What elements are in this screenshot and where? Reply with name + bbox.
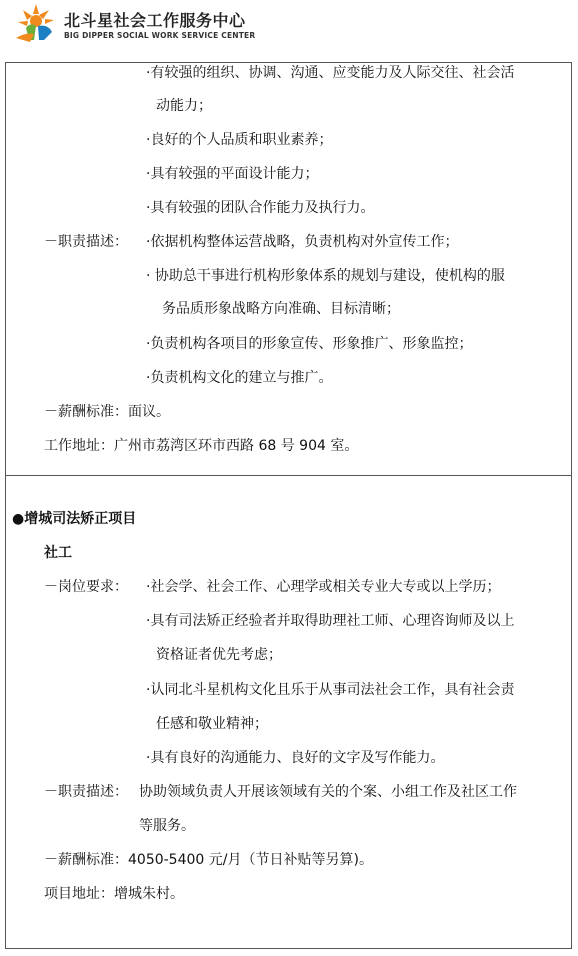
address-text: 项目地址：增城朱村。 — [44, 886, 184, 902]
project-title: ●增城司法矫正项目 — [12, 511, 137, 527]
requirement-item: ·具有良好的沟通能力、良好的文字及写作能力。 — [146, 750, 445, 766]
sun-figure-logo-icon — [14, 2, 62, 44]
duty-item: ·负责机构文化的建立与推广。 — [146, 370, 333, 386]
duty-item-cont: 务品质形象战略方向准确、目标清晰； — [162, 301, 400, 317]
requirement-item: ·社会学、社会工作、心理学或相关专业大专或以上学历； — [146, 579, 501, 595]
salary-text: －薪酬标准：面议。 — [44, 404, 170, 420]
requirement-item: ·良好的个人品质和职业素养； — [146, 132, 333, 148]
requirement-item: ·有较强的组织、协调、沟通、应变能力及人际交往、社会活 — [146, 65, 515, 81]
duty-item-cont: 等服务。 — [139, 818, 195, 834]
duties-label: －职责描述： — [44, 234, 128, 250]
requirement-item: ·认同北斗星机构文化且乐于从事司法社会工作，具有社会责 — [146, 682, 515, 698]
duty-item: ·依据机构整体运营战略，负责机构对外宣传工作； — [146, 234, 459, 250]
position-title: 社工 — [44, 545, 72, 561]
header — [0, 0, 578, 62]
duty-item: · 协助总干事进行机构形象体系的规划与建设，使机构的服 — [146, 268, 505, 284]
duty-item: 协助领域负责人开展该领域有关的个案、小组工作及社区工作 — [139, 784, 517, 800]
address-text: 工作地址：广州市荔湾区环市西路 68 号 904 室。 — [44, 438, 359, 454]
requirement-item: ·具有司法矫正经验者并取得助理社工师、心理咨询师及以上 — [146, 613, 515, 629]
salary-text: －薪酬标准：4050-5400 元/月（节日补贴等另算)。 — [44, 852, 373, 868]
requirement-item: ·具有较强的平面设计能力； — [146, 166, 319, 182]
requirements-label: －岗位要求： — [44, 579, 128, 595]
job-section-2 — [5, 475, 572, 949]
requirement-item-cont: 资格证者优先考虑； — [156, 647, 282, 663]
duty-item: ·负责机构各项目的形象宣传、形象推广、形象监控； — [146, 336, 473, 352]
requirement-item-cont: 动能力； — [156, 98, 212, 114]
requirement-item-cont: 任感和敬业精神； — [156, 716, 268, 732]
logo-chinese-text: 北斗星社会工作服务中心 — [64, 11, 246, 30]
logo-english-text: BIG DIPPER SOCIAL WORK SERVICE CENTER — [64, 31, 256, 40]
requirement-item: ·具有较强的团队合作能力及执行力。 — [146, 200, 375, 216]
duties-label: －职责描述： — [44, 784, 128, 800]
